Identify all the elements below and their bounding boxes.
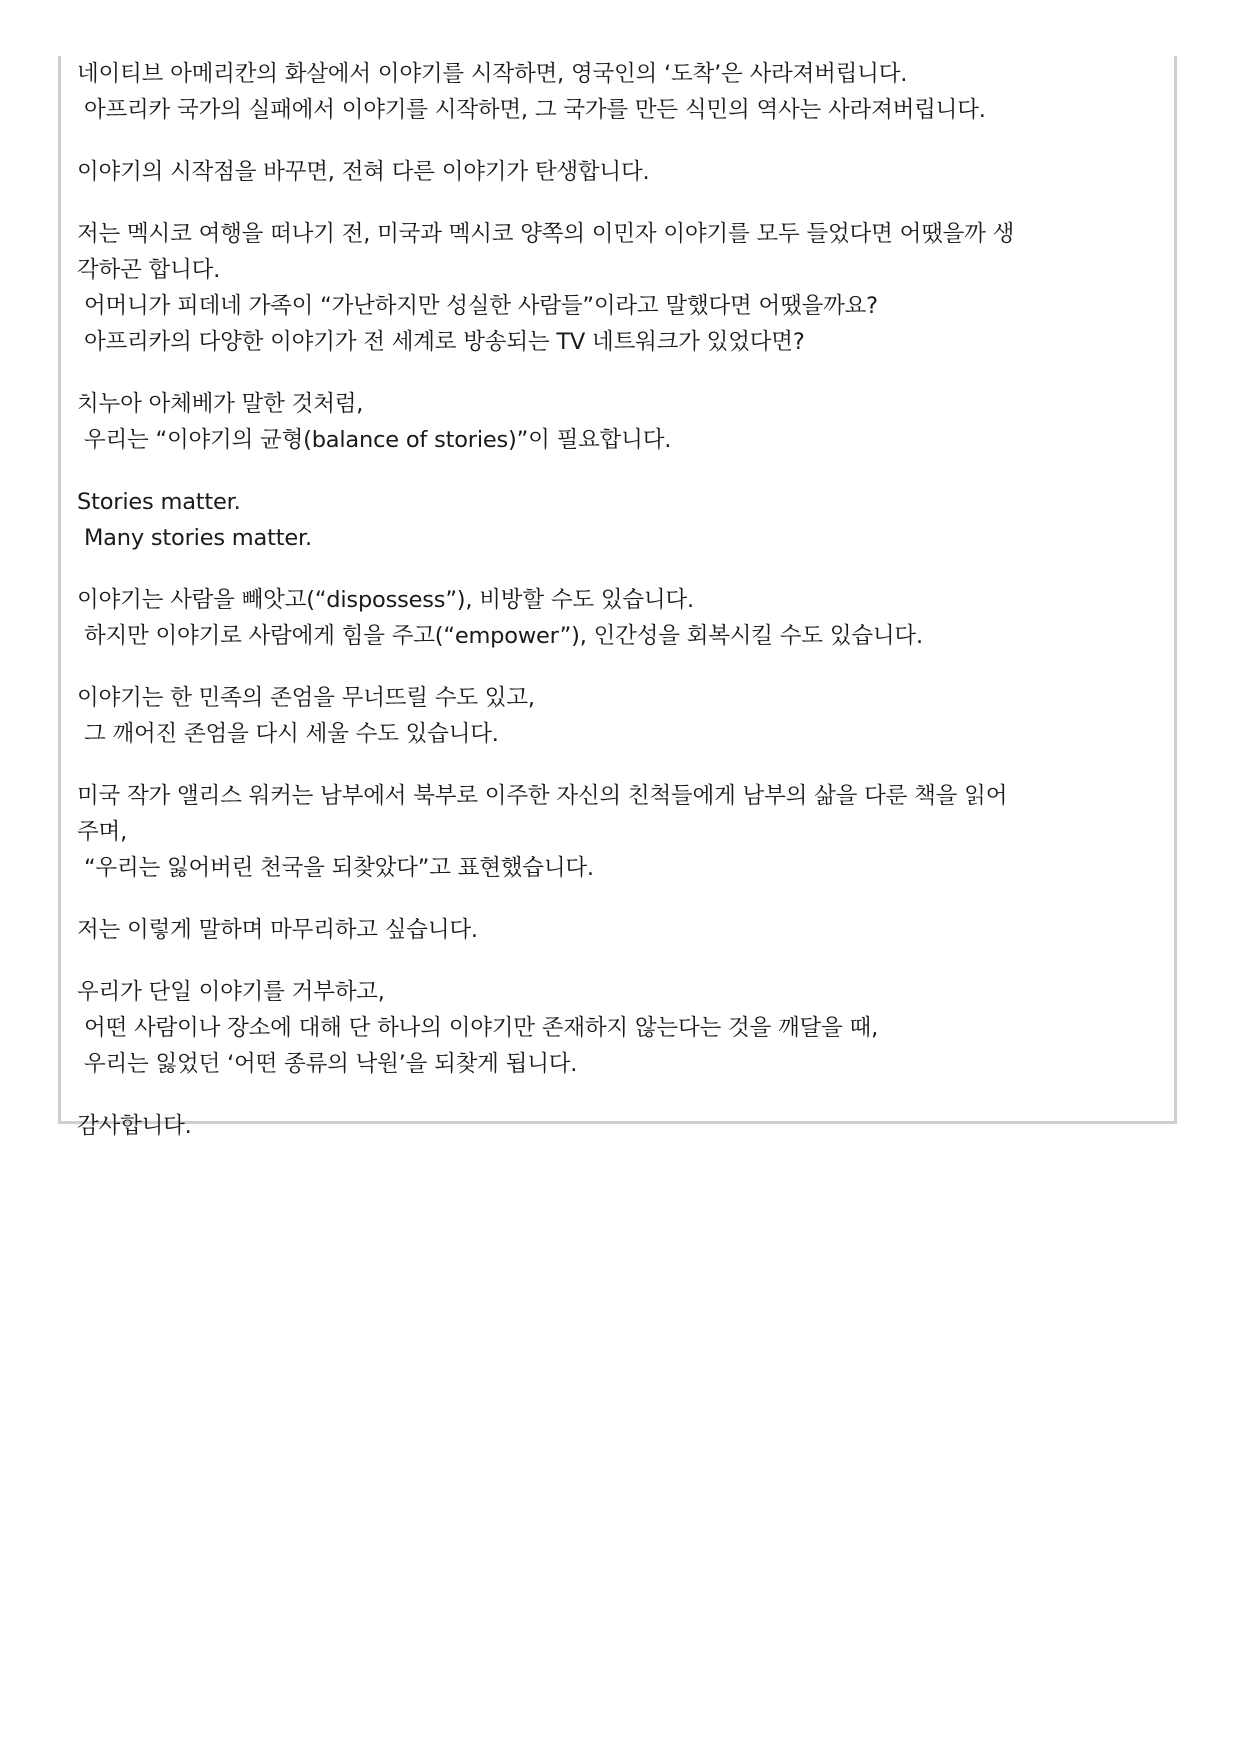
text-line: 아프리카 국가의 실패에서 이야기를 시작하면, 그 국가를 만든 식민의 역사는 사라져버립니다. — [77, 97, 986, 123]
text-line: 어떤 사람이나 장소에 대해 단 하나의 이야기만 존재하지 않는다는 것을 깨달을 때, — [77, 1015, 879, 1041]
text-line: 이야기의 시작점을 바꾸면, 전혀 다른 이야기가 탄생합니다. — [77, 159, 650, 185]
text-line: 각하곤 합니다. — [77, 257, 221, 283]
text-line: 네이티브 아메리칸의 화살에서 이야기를 시작하면, 영국인의 ‘도착’은 사라져버립니다. — [77, 61, 908, 87]
document-frame — [58, 56, 1177, 1139]
text-line: Stories matter. — [77, 489, 241, 515]
paragraph — [77, 974, 1157, 1082]
text-line: 우리가 단일 이야기를 거부하고, — [77, 979, 385, 1005]
text-line: Many stories matter. — [77, 525, 312, 551]
paragraph — [77, 778, 1157, 886]
text-line: 저는 멕시코 여행을 떠나기 전, 미국과 멕시코 양쪽의 이민자 이야기를 모두 들었다면 어땠을까 생 — [77, 221, 1015, 247]
paragraph — [77, 56, 1157, 128]
text-line: 감사합니다. — [77, 1113, 192, 1139]
paragraph — [77, 1108, 1157, 1144]
paragraph — [77, 216, 1157, 360]
paragraph — [77, 680, 1157, 752]
text-line: 어머니가 피데네 가족이 “가난하지만 성실한 사람들”이라고 말했다면 어땠을까요? — [77, 293, 878, 319]
text-line: 이야기는 한 민족의 존엄을 무너뜨릴 수도 있고, — [77, 685, 535, 711]
text-line: 하지만 이야기로 사람에게 힘을 주고(“empower”), 인간성을 회복시킬 수도 있습니다. — [77, 623, 923, 649]
paragraph — [77, 386, 1157, 458]
paragraph — [77, 582, 1157, 654]
text-line: 우리는 “이야기의 균형(balance of stories)”이 필요합니다. — [77, 427, 672, 453]
text-line: 치누아 아체베가 말한 것처럼, — [77, 391, 364, 417]
text-line: 이야기는 사람을 빼앗고(“dispossess”), 비방할 수도 있습니다. — [77, 587, 694, 613]
text-line: 저는 이렇게 말하며 마무리하고 싶습니다. — [77, 917, 478, 943]
text-line: “우리는 잃어버린 천국을 되찾았다”고 표현했습니다. — [77, 855, 594, 881]
text-line: 미국 작가 앨리스 워커는 남부에서 북부로 이주한 자신의 친척들에게 남부의 삶을 다룬 책을 읽어 — [77, 783, 1008, 809]
text-line: 우리는 잃었던 ‘어떤 종류의 낙원’을 되찾게 됩니다. — [77, 1051, 578, 1077]
paragraph — [77, 154, 1157, 190]
paragraph — [77, 912, 1157, 948]
text-line: 아프리카의 다양한 이야기가 전 세계로 방송되는 TV 네트워크가 있었다면? — [77, 329, 805, 355]
text-line: 그 깨어진 존엄을 다시 세울 수도 있습니다. — [77, 721, 499, 747]
text-line: 주며, — [77, 819, 128, 845]
document-body — [77, 56, 1157, 1170]
paragraph — [77, 484, 1157, 556]
